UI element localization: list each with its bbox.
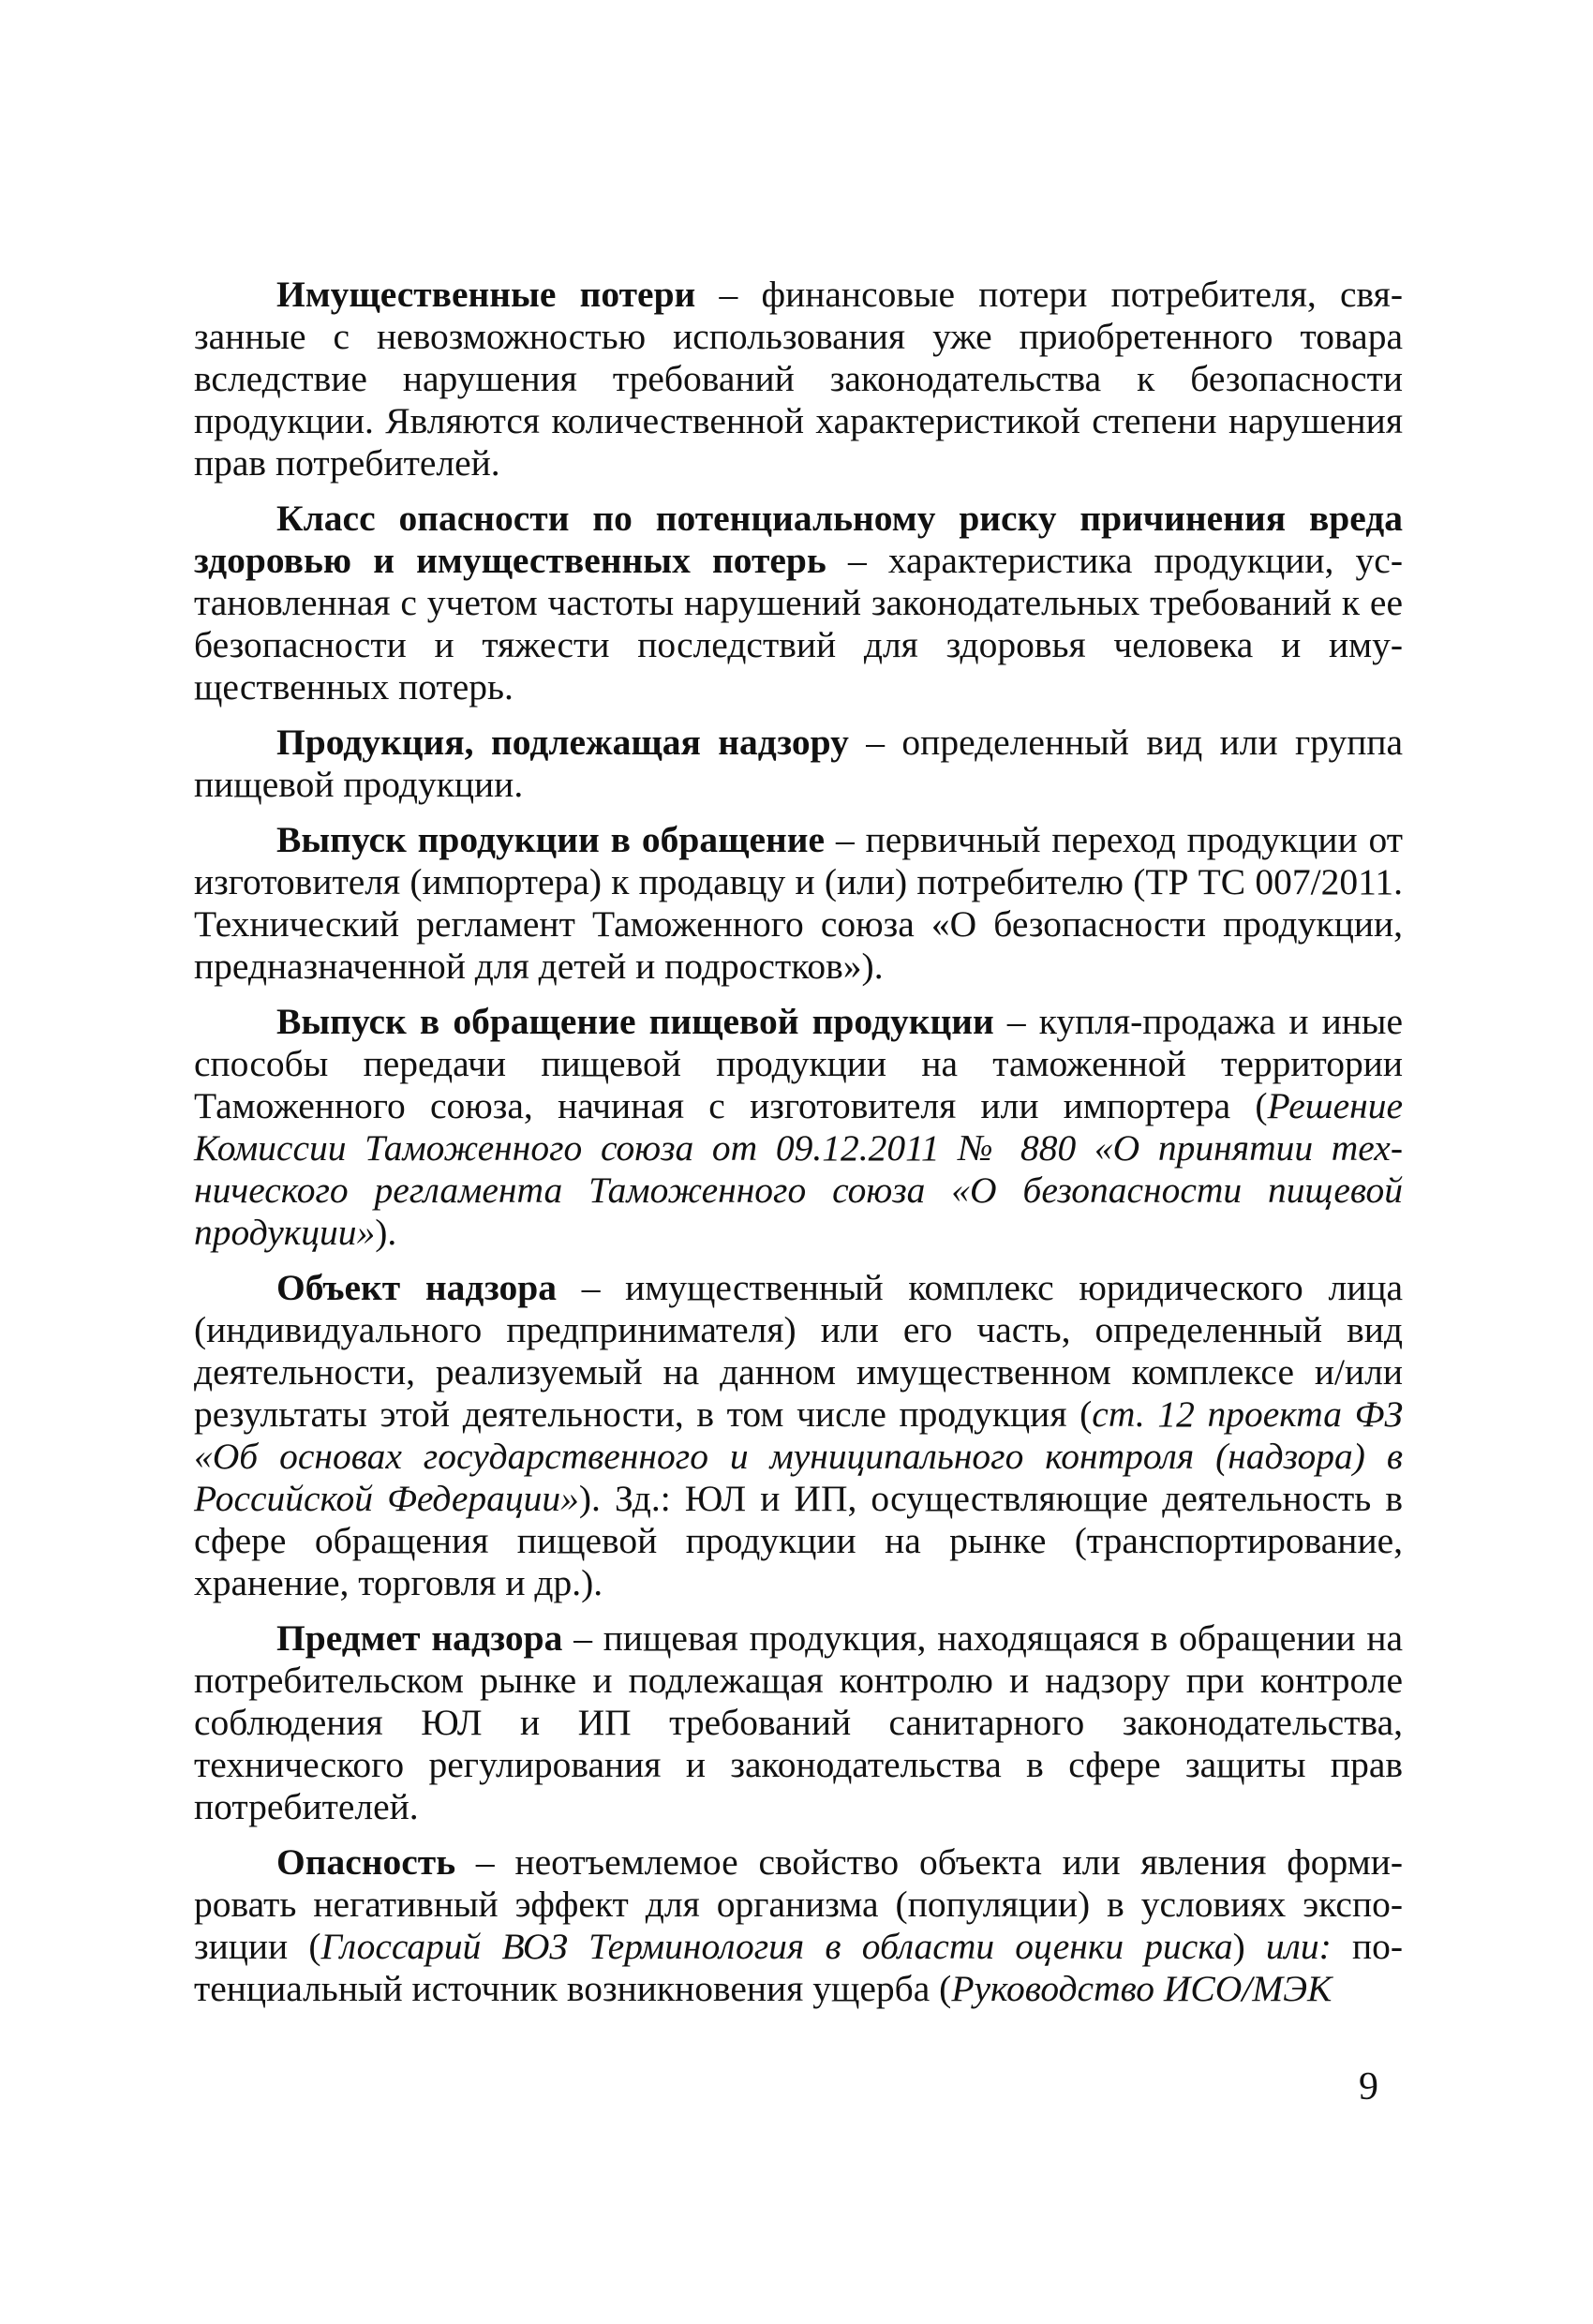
definition-text: – первичный переход продукции от изготовителя (импортера) к продавцу и (или) потребителю (ТР ТС 007/2011. Технический регламент Таможенного союза «О безопасности продукции, предназначенной для детей и подростков»). [194,819,1403,987]
definition-paragraph [194,1001,1403,1254]
definition-text-tail: ). Зд.: ЮЛ и ИП, осуществляющие деятельность в сфере обращения пищевой продукции на рынке (транспортирование, хранение, торговля и др.). [194,1478,1403,1603]
definition-text: – пищевая продукция, находящаяся в обращении на потребительском рынке и подлежащая контролю и надзору при контроле соблюдения ЮЛ и ИП требований санитарного законодательства, технического регулирования и законодательства в сфере защиты прав потребителей. [194,1617,1404,1827]
definition-text: – определенный вид или группа пищевой продукции. [194,722,1404,805]
definition-paragraph [194,498,1403,708]
term-heading: Выпуск в обращение пищевой продукции [276,1001,994,1042]
term-heading: Имущественные потери [276,274,696,315]
definition-text-tail: потенциальный источник возникновения ущерба ( [194,1926,1404,2009]
definition-paragraph [194,1841,1403,2010]
definition-paragraph [194,819,1403,988]
definition-paragraph [194,274,1403,484]
page-number: 9 [1359,2065,1378,2108]
definition-paragraph [194,1267,1403,1604]
definition-text-tail: ) [1232,1926,1266,1967]
source-reference-alt: или: [1265,1926,1332,1967]
page-body [194,274,1403,2023]
definition-text: – неотъемлемое свойство объекта или явления формировать негативный эффект для организма (популяции) в условиях экспозиции ( [194,1841,1403,1967]
definition-text: – купля-продажа и иные способы передачи пищевой продукции на таможенной территории Таможенного союза, начиная с изготовителя или импортера ( [194,1001,1404,1126]
definition-text: – финансовые потери потребителя, связанные с невозможностью использования уже приобретенного товара вследствие нарушения требований законодательства к безопасности продукции. Являются количественной характеристикой степени нарушения прав потребителей. [194,274,1403,484]
term-heading: Объект надзора [276,1267,557,1308]
term-heading: Продукция, подлежащая надзору [276,722,849,763]
definition-text-tail: ). [375,1212,397,1253]
definition-text: – характеристика продукции, установленная с учетом частоты нарушений законодательных требований к ее безопасности и тяжести последствий для здоровья человека и имущественных потерь. [194,540,1403,708]
term-heading: Класс опасности по потенциальному риску причинения вреда здоровью и имущественных потерь [194,498,1403,581]
definition-paragraph [194,722,1403,806]
source-reference: Руководство ИСО/МЭК [951,1968,1332,2009]
source-reference: ст. 12 проекта ФЗ «Об основах государственного и муниципального контроля (надзора) в Российской Федерации» [194,1393,1403,1519]
source-reference: Глоссарий ВОЗ Терминология в области оценки риска [320,1926,1233,1967]
term-heading: Опасность [276,1841,456,1883]
definition-text: – имущественный комплекс юридического лица (индивидуального предпринимателя) или его часть, определенный вид деятельности, реализуемый на данном имущественном комплексе и/или результаты этой деятельности, в том числе продукция ( [194,1267,1403,1435]
definition-paragraph [194,1617,1403,1828]
term-heading: Предмет надзора [276,1617,563,1659]
source-reference: Решение Комиссии Таможенного союза от 09.12.2011 № 880 «О принятии технического регламента Таможенного союза «О безопасности пищевой продукции» [194,1085,1403,1253]
term-heading: Выпуск продукции в обращение [276,819,826,860]
